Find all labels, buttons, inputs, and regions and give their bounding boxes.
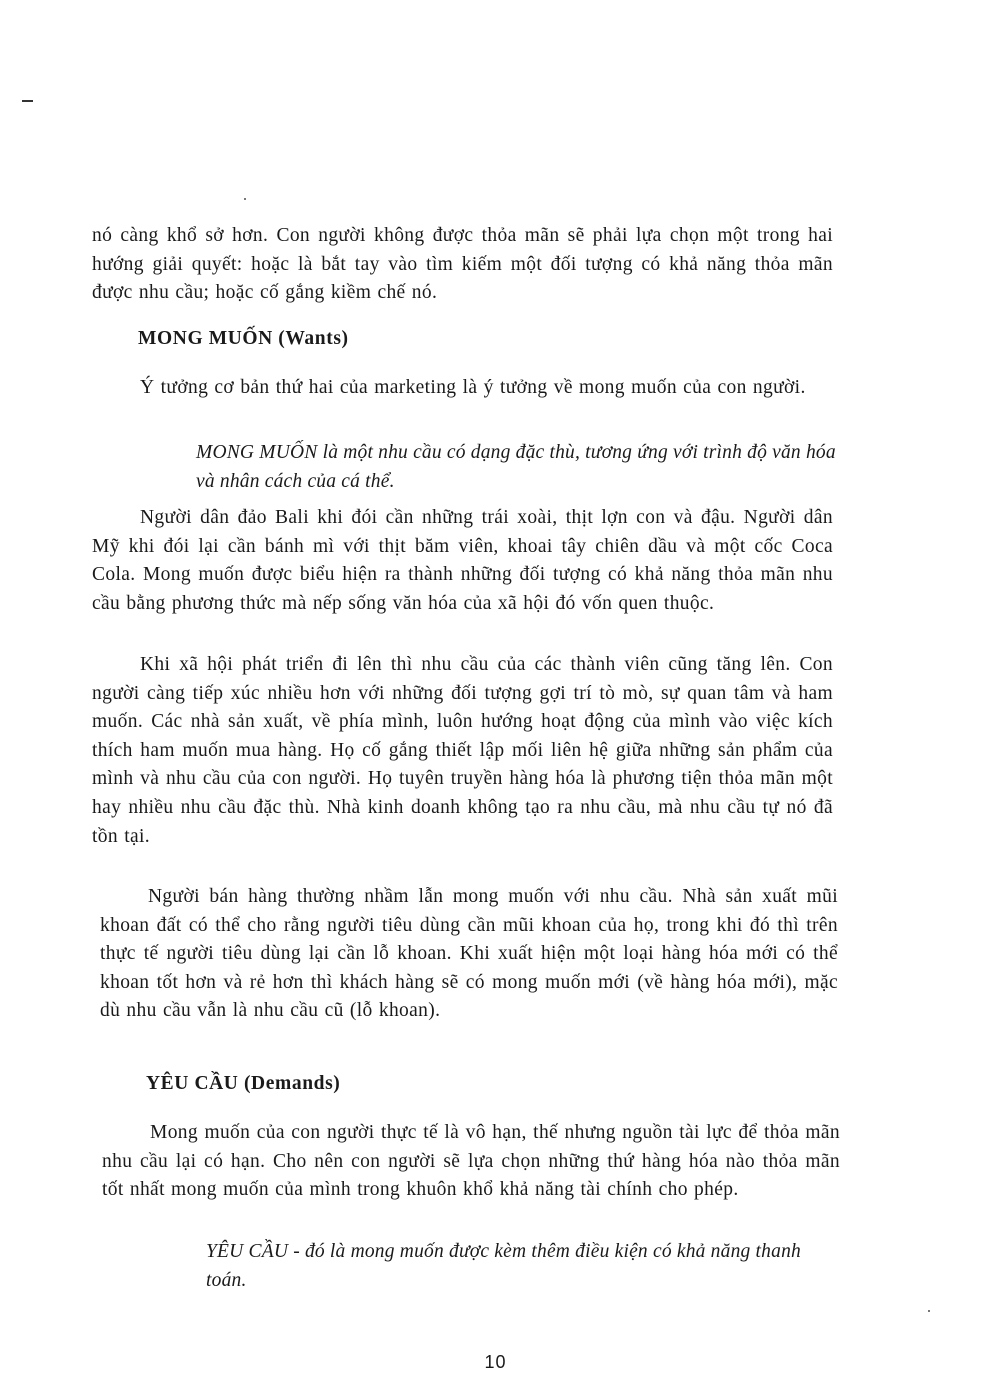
paragraph-wants-intro: Ý tưởng cơ bản thứ hai của marketing là ý tưởng về mong muốn của con người. [140,377,806,398]
scan-artifact-dot [928,1310,930,1312]
definition-wants: MONG MUỐN là một nhu cầu có dạng đặc thù, tương ứng với trình độ văn hóa và nhân cách của cá thể. [196,442,836,492]
paragraph-society-development: Khi xã hội phát triển đi lên thì nhu cầu của các thành viên cũng tăng lên. Con người càng tiếp xúc nhiều hơn với những đối tượng gợi trí tò mò, sự quan tâm và ham muốn. Các nhà sản xuất, về phía mình, luôn hướng hoạt động của mình vào việc kích thích ham muốn mua hàng. Họ cố gắng thiết lập mối liên hệ giữa những sản phẩm của mình và nhu cầu của con người. Họ tuyên truyền hàng hóa là phương tiện thỏa mãn một hay nhiều nhu cầu đặc thù. Nhà kinh doanh không tạo ra nhu cầu, mà nhu cầu tự nó đã tồn tại. [92,654,833,847]
scan-artifact-dot [244,198,246,200]
page-number: 10 [484,1352,507,1372]
definition-demands: YÊU CẦU - đó là mong muốn được kèm thêm điều kiện có khả năng thanh toán. [206,1241,801,1291]
paragraph-needs-continued: nó càng khổ sở hơn. Con người không được thỏa mãn sẽ phải lựa chọn một trong hai hướng giải quyết: hoặc là bắt tay vào tìm kiếm một đối tượng có khả năng thỏa mãn được nhu cầu; hoặc cố gắng kiềm chế nó. [92,225,833,304]
paragraph-demands-intro: Mong muốn của con người thực tế là vô hạn, thế nhưng nguồn tài lực để thỏa mãn nhu cầu lại có hạn. Cho nên con người sẽ lựa chọn những thứ hàng hóa nào thỏa mãn tốt nhất mong muốn của mình trong khuôn khổ khả năng tài chính cho phép. [102,1122,840,1201]
heading-demands: YÊU CẦU (Demands) [146,1073,341,1094]
paragraph-sellers-confusion: Người bán hàng thường nhầm lẫn mong muốn với nhu cầu. Nhà sản xuất mũi khoan đất có thể cho rằng người tiêu dùng cần mũi khoan của họ, trong khi đó thì trên thực tế người tiêu dùng lại cần lỗ khoan. Khi xuất hiện một loại hàng hóa mới có thể khoan tốt hơn và rẻ hơn thì khách hàng sẽ có mong muốn mới (về hàng hóa mới), mặc dù nhu cầu vẫn là nhu cầu cũ (lỗ khoan). [100,886,838,1022]
paragraph-bali-example: Người dân đảo Bali khi đói cần những trái xoài, thịt lợn con và đậu. Người dân Mỹ khi đói lại cần bánh mì với thịt băm viên, khoai tây chiên dầu và một cốc Coca Cola. Mong muốn được biểu hiện ra thành những đối tượng có khả năng thỏa mãn nhu cầu bằng phương thức mà nếp sống văn hóa của xã hội đó vốn quen thuộc. [92,507,833,614]
scan-artifact-mark [22,100,33,102]
heading-wants: MONG MUỐN (Wants) [138,328,349,349]
